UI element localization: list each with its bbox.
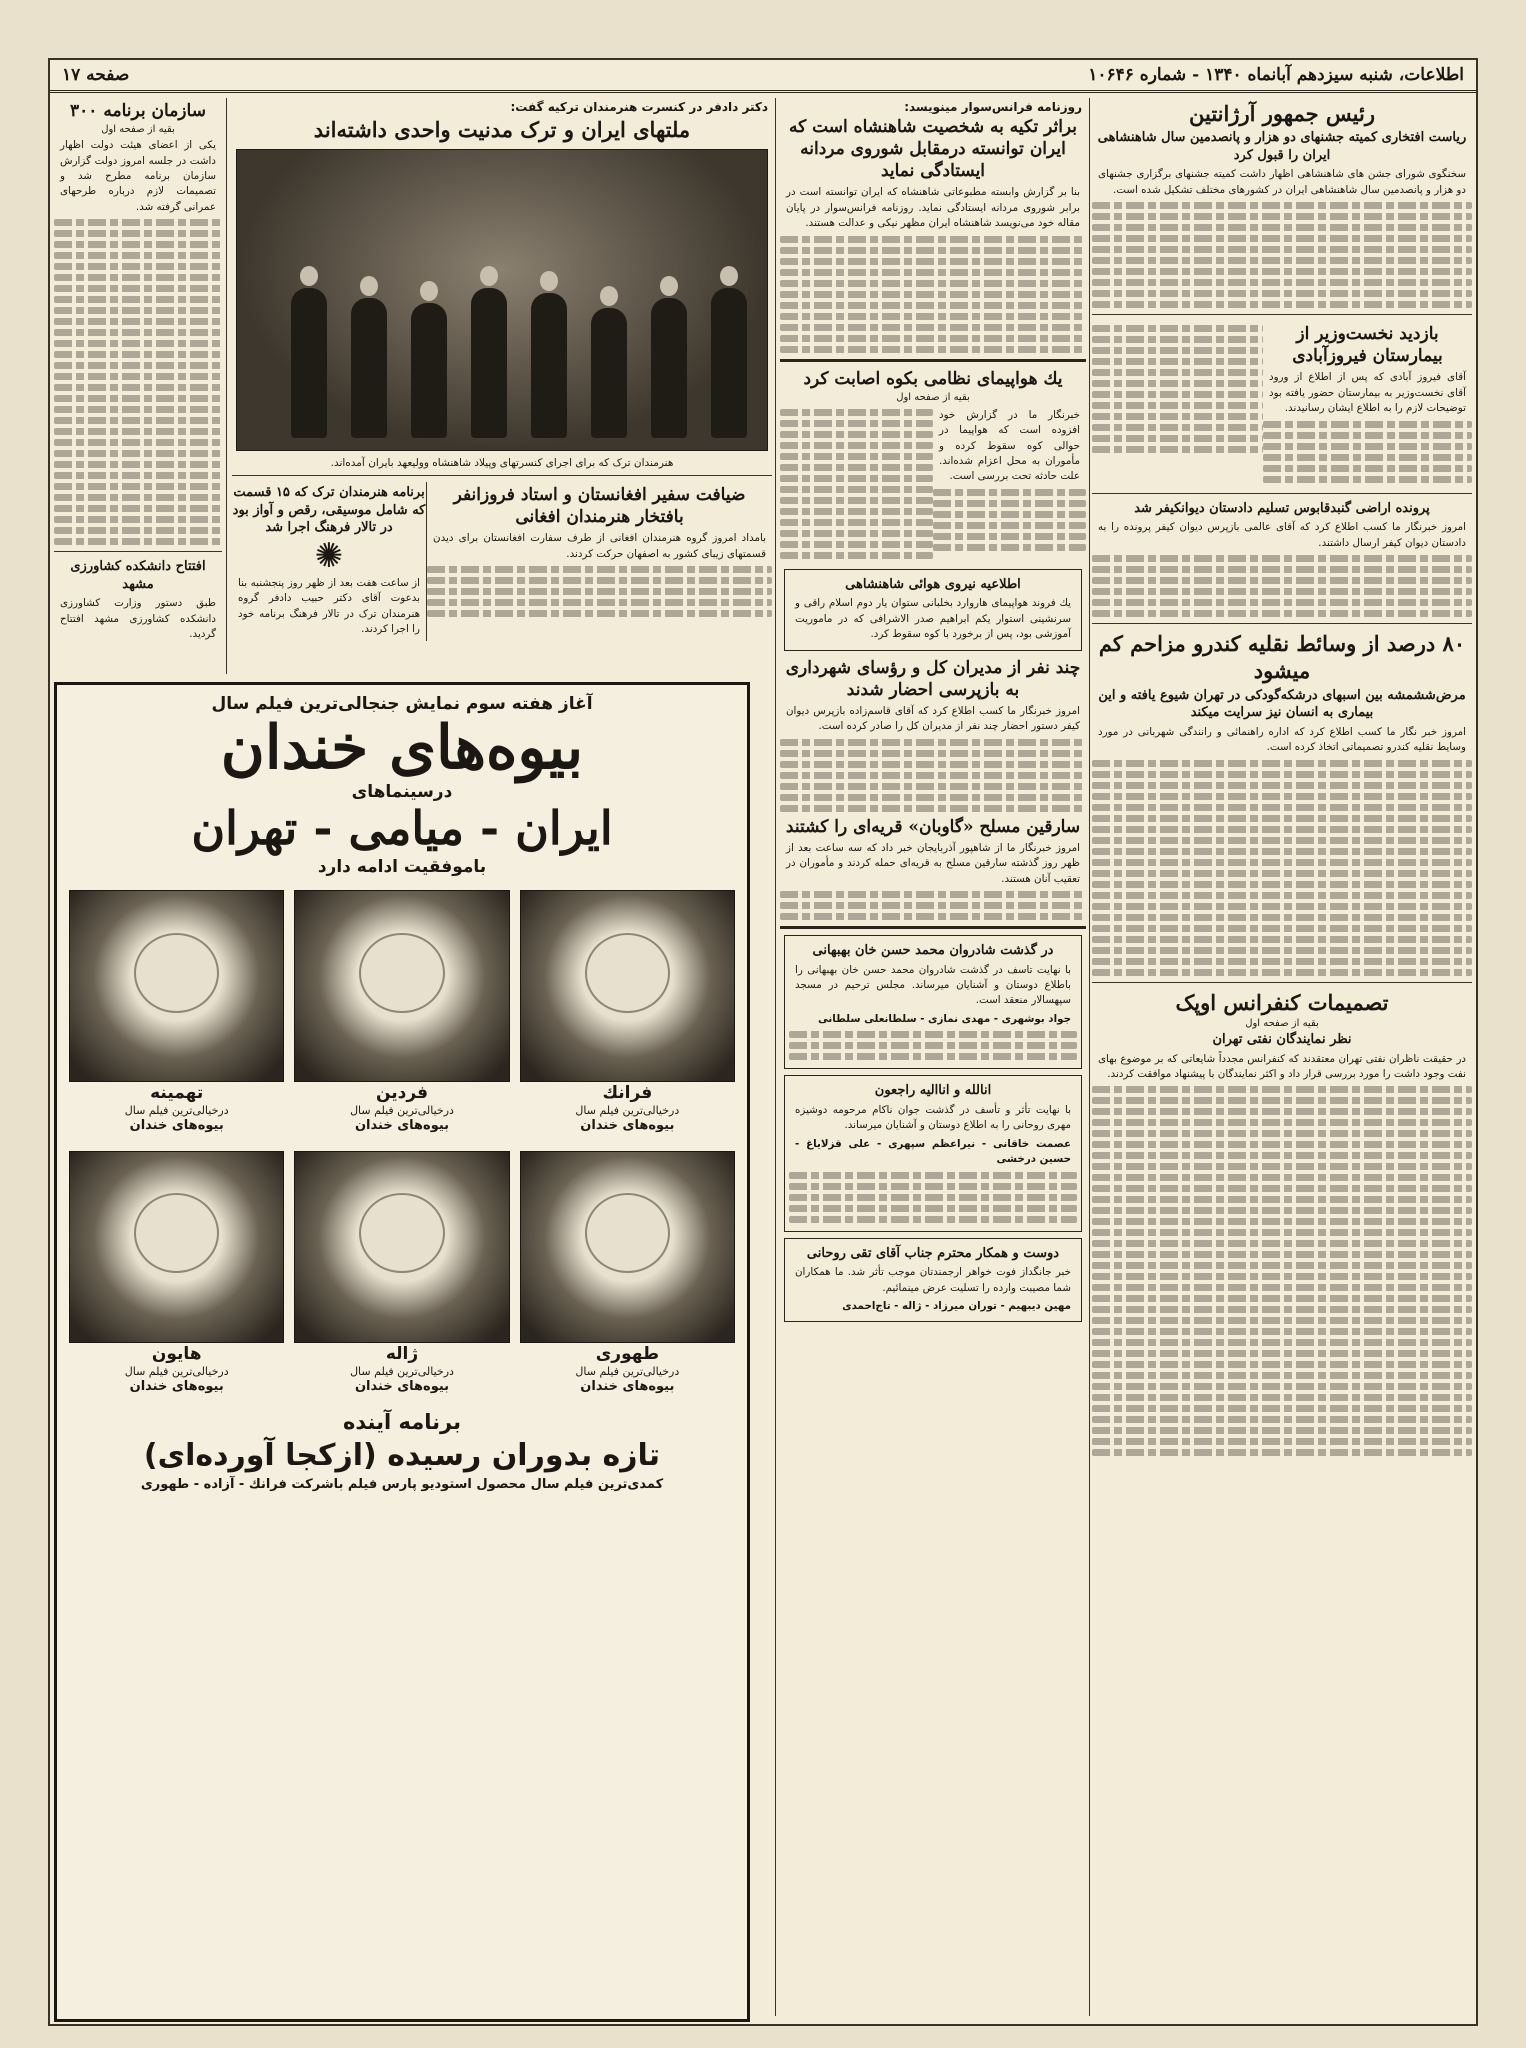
body-opec: در حقیقت ناظران نفتی تهران معتقدند که کنفرانس مجدداً شایعاتی که بر موضوع بهای نفت وجود داشت را مورد بررسی قرار داد و اکثر نمایندگان با پیشنهاد موافقت کردند. xyxy=(1098,1052,1466,1081)
obit2-body: با نهایت تأثر و تأسف در گذشت جوان ناکام مرحومه دوشیزه مهری روحانی را به اطلاع دوستان و آشنایان میرساند. xyxy=(795,1103,1071,1132)
cast-card xyxy=(520,1151,735,1396)
headline-france-soir: براثر تکیه به شخصیت شاهنشاه است که ایران توانسته درمقابل شوروی مردانه ایستادگی نماید xyxy=(788,117,1078,182)
kicker-dadfar: دکتر دادفر در کنسرت هنرمندان ترکیه گفت: xyxy=(510,100,768,114)
headline-turk-iran: ملتهای ایران و ترک مدنیت واحدی داشته‌اند xyxy=(313,117,691,142)
condolence-title: دوست و همکار محترم جناب آقای تقی روحانی xyxy=(806,1245,1060,1261)
headline-plane-crash: یك هواپیمای نظامی بکوه اصابت کرد xyxy=(803,368,1063,389)
cast-label: ژاله درخیالی‌ترین فیلم سال بیوه‌های خندان xyxy=(350,1343,454,1394)
column-rule xyxy=(1089,98,1090,2016)
ad-in-cinemas: درسینماهای xyxy=(351,782,453,803)
ad-cinema-names: ایران - میامی - تهران xyxy=(191,801,613,856)
dancers-photo xyxy=(236,149,768,451)
kicker-france-soir: روزنامه فرانس‌سوار مینویسد: xyxy=(904,100,1082,114)
body-mashhad: طبق دستور وزارت کشاورزی دانشکده کشاورزی مشهد افتتاح گردید. xyxy=(60,597,216,641)
headline-robbers: سارقین مسلح «گاوبان» قریه‌ای را کشتند xyxy=(785,816,1081,837)
ad-next-title: تازه بدوران رسیده (ازکجا آورده‌ای) xyxy=(143,1438,661,1474)
obit1-body: با نهایت تاسف در گذشت شادروان محمد حسن خان بهبهانی را باطلاع دوستان و آشنایان میرساند. مجلس ترحیم در مسجد سپهسالار منعقد است. xyxy=(795,963,1071,1007)
column-rule xyxy=(775,98,776,2016)
ad-film-title: بیوه‌های خندان xyxy=(220,713,584,784)
headline-pm-visit: بازدید نخست‌وزیر از بیمارستان فیروزآبادی xyxy=(1292,324,1443,367)
cast-photo xyxy=(294,890,509,1082)
headline-argentina: رئیس جمهور آرژانتین xyxy=(1189,101,1375,126)
body-summoned: امروز خبرنگار ما کسب اطلاع کرد که آقای قاسم‌زاده بازپرس دیوان کیفر دستور احضار چند نفر از مدیران کل را صادر کرده است. xyxy=(786,704,1080,733)
headline-gonbad: پرونده اراضی گنبدقابوس تسلیم دادستان دیوانکیفر شد xyxy=(1134,500,1430,516)
cast-label: طهوری درخیالی‌ترین فیلم سال بیوه‌های خندان xyxy=(575,1343,680,1394)
right-column xyxy=(1092,98,1472,2016)
condolence-body: خبر جانگداز فوت خواهر ارجمندتان موجب تأثر شد. ما همکاران شما مصیبت وارده را تسلیت عرض مینمائیم. xyxy=(795,1266,1071,1294)
body-afghan: بامداد امروز گروه هنرمندان افغانی از طرف سفارت افغانستان برای دیدن قسمتهای زیبای کشور به اصفهان حرکت کردند. xyxy=(433,532,766,560)
cast-label: تهمینه درخیالی‌ترین فیلم سال بیوه‌های خندان xyxy=(124,1082,229,1133)
cast-card xyxy=(69,1151,284,1396)
condolence-names: مهین دیبهیم - توران میرزاد - ژاله - تاج‌احمدی xyxy=(842,1300,1071,1313)
cast-photo xyxy=(69,1151,284,1343)
cast-label: فرانك درخیالی‌ترین فیلم سال بیوه‌های خندان xyxy=(575,1082,680,1133)
plan-continued: بقیه از صفحه اول xyxy=(101,124,175,136)
left-column xyxy=(54,98,222,674)
body-france-soir: بنا بر گزارش وابسته مطبوعاتی شاهنشاه که ایران توانسته است در برابر شوروی مردانه ایستادگی نماید. روزنامه فرانس‌سوار در پایان مقاله خود می‌نویسد شاهنشاه ایران مظهر نیکی و عدالت هستند. xyxy=(786,186,1080,230)
ad-next-desc: کمدی‌ترین فیلم سال محصول استودیو پارس فیلم باشرکت فرانك - آزاده - طهوری xyxy=(140,1477,664,1493)
cast-photo xyxy=(294,1151,509,1343)
column-rule xyxy=(226,98,227,674)
obit1-title: در گذشت شادروان محمد حسن خان بهبهانی xyxy=(812,943,1054,959)
body-argentina: سخنگوی شورای جشن های شاهنشاهی اظهار داشت کمیته جشنهای برگزاری جشنهای دو هزار و پانصدمین سال شاهنشاهی ایران در کشورهای مختلف تشکیل شده است. xyxy=(1098,168,1466,196)
body-plan-org: یکی از اعضای هیئت دولت اظهار داشت در جلسه امروز دولت گزارش سازمان برنامه مطرح شد و تصمیمات لازم درباره طرحهای عمرانی گرفته شد. xyxy=(60,139,216,213)
ad-top-line: آغاز هفته سوم نمایش جنجالی‌ترین فیلم سال xyxy=(211,694,593,714)
headline-opec: تصمیمات کنفرانس اوپک xyxy=(1175,989,1389,1015)
ad-next-label: برنامه آینده xyxy=(343,1410,461,1435)
headline-afghan: ضیافت سفیر افغانستان و استاد فروزانفر بافتخار هنرمندان افغانی xyxy=(453,485,746,528)
cast-card xyxy=(294,1151,509,1396)
body-pm-visit: آقای فیروز آبادی که پس از اطلاع از ورود آقای نخست‌وزیر به بیمارستان حضور یافته بود توضیحات لازم را به اطلاع ایشان رسانیدند. xyxy=(1269,371,1466,415)
subhead-argentina: ریاست افتخاری کمیته جشنهای دو هزار و پانصدمین سال شاهنشاهی ایران را قبول کرد xyxy=(1097,130,1467,163)
obit2-title: انالله و اناالیه راجعون xyxy=(874,1083,992,1099)
cast-card xyxy=(520,890,735,1135)
body-plane-crash: خبرنگار ما در گزارش خود افزوده است که هواپیما در حوالی کوه سقوط کرده و مأموران به محل اعزام شده‌اند. علت حادثه تحت بررسی است. xyxy=(939,408,1080,483)
opec-continued: بقیه از صفحه اول xyxy=(1245,1018,1319,1030)
center-column xyxy=(780,98,1086,2016)
cast-grid-top xyxy=(57,882,747,1143)
body-festival: از ساعت هفت بعد از ظهر روز پنجشنبه بنا بدعوت آقای دکتر حبیب دادفر گروه هنرمندان ترک در تالار فرهنگ برنامه خود را اجرا کردند. xyxy=(238,576,421,636)
cast-grid-bottom xyxy=(57,1143,747,1404)
condolence-box xyxy=(784,1238,1082,1323)
subhead-opec: نظر نمایندگان نفتی تهران xyxy=(1212,1032,1352,1048)
body-robbers: امروز خبرنگار ما از شاهپور آذربایجان خبر داد که سه ساعت بعد از ظهر روز گذشته سارقین مسلح به قریه‌ای حمله کردند و مأموران در تعقیب آنان هستند. xyxy=(786,841,1080,885)
obit1-names: جواد بوشهری - مهدی نمازی - سلطانعلی سلطانی xyxy=(817,1012,1071,1025)
cast-label: هایون درخیالی‌ترین فیلم سال بیوه‌های خندان xyxy=(124,1343,229,1394)
obit2-names: عصمت خاقانی - نیراعظم سپهری - علی قزلایاغ - حسین درخشی xyxy=(795,1137,1071,1166)
starburst-icon: ✺ xyxy=(314,535,344,576)
issue-line: اطلاعات، شنبه سیزدهم آبانماه ۱۳۴۰ - شماره ۱۰۶۴۶ xyxy=(1088,65,1464,85)
headline-festival: برنامه هنرمندان ترک که ۱۵ قسمت که شامل موسیقی، رقص و آواز بود در تالار فرهنگ اجرا شد xyxy=(232,485,426,536)
body-gonbad: امروز خبرنگار ما کسب اطلاع کرد که آقای عالمی بازپرس دیوان کیفر پرونده را به دادستان دیوان کیفر ارسال داشتند. xyxy=(1098,521,1466,549)
obituary-behbahani xyxy=(784,935,1082,1069)
cast-label: فردین درخیالی‌ترین فیلم سال بیوه‌های خندان xyxy=(350,1082,454,1133)
headline-plan-org: سازمان برنامه ۳۰۰ xyxy=(70,101,206,121)
headline-mashhad: افتتاح دانشکده کشاورزی مشهد xyxy=(70,559,206,592)
newspaper-page xyxy=(48,58,1478,2026)
plane-continued: بقیه از صفحه اول xyxy=(896,391,970,403)
cast-photo xyxy=(69,890,284,1082)
headline-vehicles: ۸۰ درصد از وسائط نقلیه کندرو مزاحم کم میشود xyxy=(1098,631,1466,684)
headline-summoned: چند نفر از مدیران کل و رؤسای شهرداری به بازپرسی احضار شدند xyxy=(785,657,1081,700)
ad-success-line: باموفقیت ادامه دارد xyxy=(317,856,487,877)
page-label: صفحه ۱۷ xyxy=(62,65,130,85)
cast-card xyxy=(294,890,509,1135)
air-force-notice xyxy=(784,569,1082,651)
subhead-vehicles: مرض‌ششمشه بین اسبهای درشکه‌گودکی در تهران شیوع یافته و این بیماری به انسان نیز سرایت میکند xyxy=(1098,687,1466,721)
masthead xyxy=(50,60,1476,93)
cast-card xyxy=(69,890,284,1135)
body-vehicles: امروز خبر نگار ما کسب اطلاع کرد که اداره راهنمائی و رانندگی شهربانی در مورد وسایط نقلیه کندرو تصمیماتی اتخاذ کرده است. xyxy=(1098,725,1466,754)
notice-title: اطلاعیه نیروی هوائی شاهنشاهی xyxy=(845,576,1021,592)
cinema-advertisement xyxy=(54,682,750,2022)
mid-column xyxy=(232,98,772,674)
notice-body: یك فروند هواپیمای هاروارد بخلبانی ستوان یار دوم اسلام راقی و سرنشینی استوار یکم ابراهیم صدر الاشرافی که در ماموریت آموزشی بود، پس از برخورد با کوه سقوط کرد. xyxy=(795,597,1071,641)
photo-caption: هنرمندان ترک که برای اجرای کنسرتهای وپیلاد شاهنشاه وولیعهد بایران آمده‌اند. xyxy=(330,457,674,470)
cast-photo xyxy=(520,1151,735,1343)
obituary-rouhani xyxy=(784,1075,1082,1231)
cast-photo xyxy=(520,890,735,1082)
